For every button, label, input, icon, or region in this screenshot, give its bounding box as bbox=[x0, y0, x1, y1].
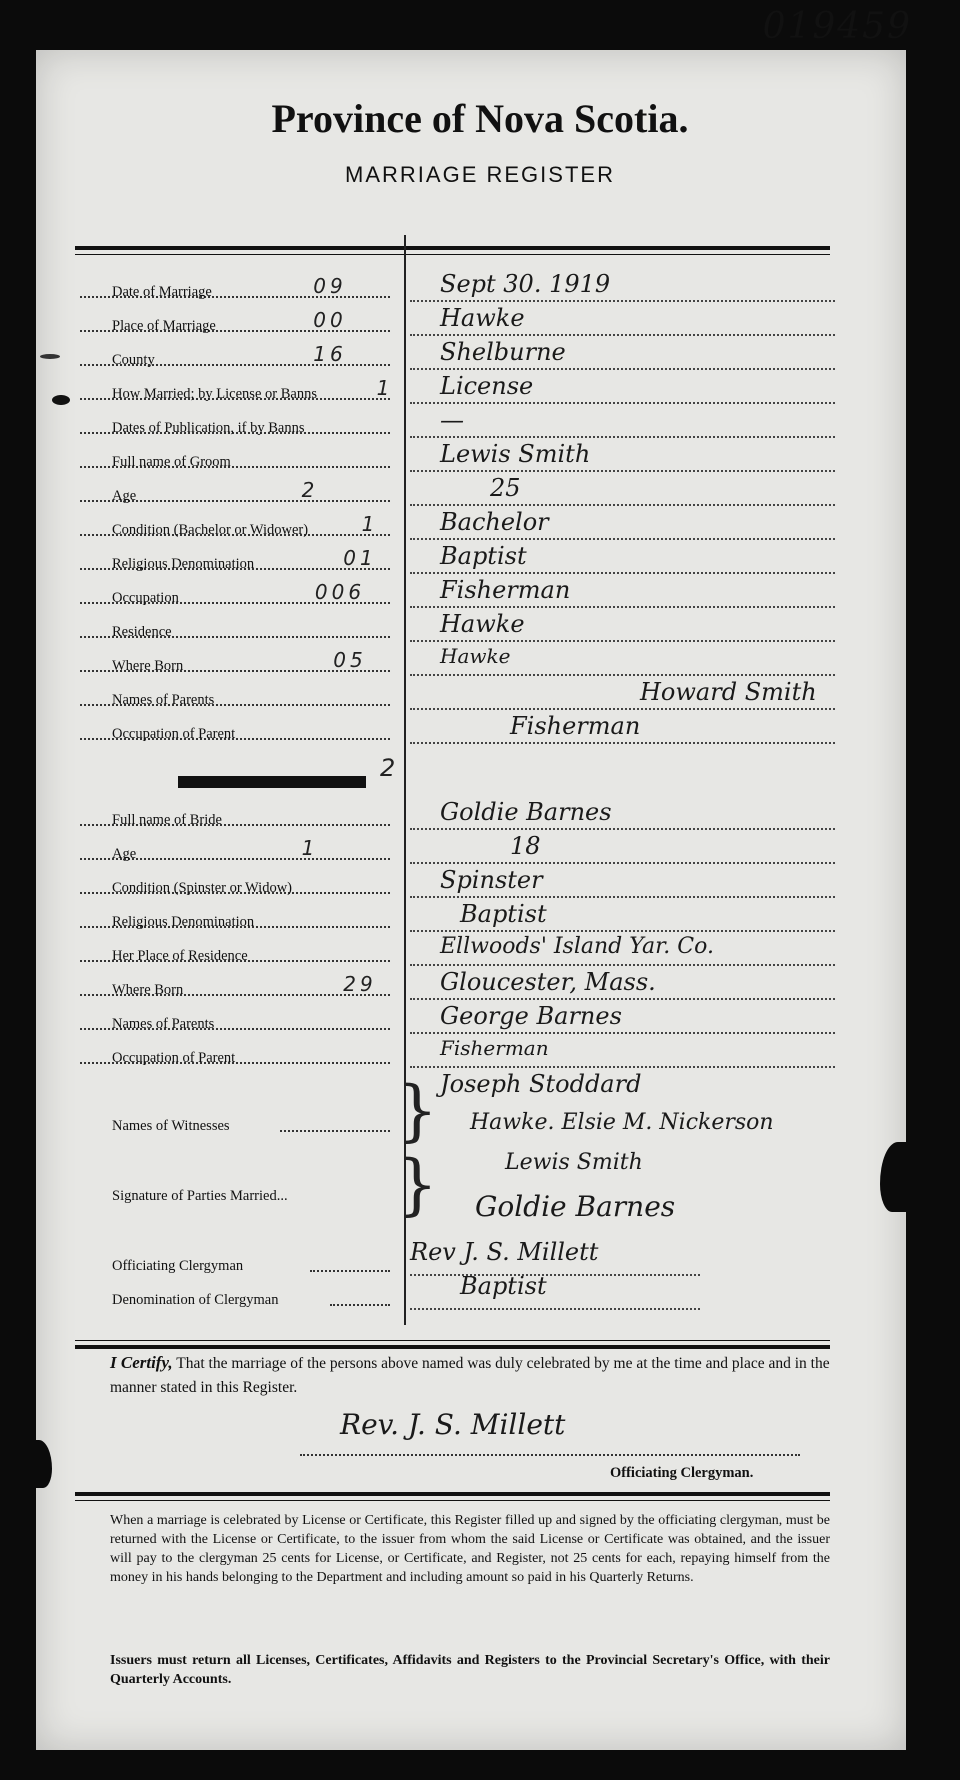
field-label: Names of Parents bbox=[112, 1016, 215, 1032]
field-row bbox=[80, 712, 840, 750]
field-label: Full name of Bride bbox=[112, 812, 222, 828]
document-title: Province of Nova Scotia. bbox=[271, 96, 689, 141]
field-label: Names of Parents bbox=[112, 692, 215, 708]
field-code: 1 bbox=[301, 836, 319, 860]
field-label: Occupation of Parent bbox=[112, 726, 236, 742]
signatures-label: Signature of Parties Married... bbox=[112, 1188, 288, 1204]
field-value: Fisherman bbox=[510, 712, 641, 740]
header-rule-thick bbox=[75, 246, 830, 250]
certify-statement bbox=[110, 1350, 830, 1399]
field-value: Baptist bbox=[460, 900, 547, 928]
bride-heading-redaction bbox=[178, 776, 366, 788]
field-value: George Barnes bbox=[440, 1002, 622, 1030]
field-label: Date of Marriage bbox=[112, 284, 212, 300]
field-value: Howard Smith bbox=[640, 678, 817, 706]
field-label: Age bbox=[112, 488, 137, 504]
certify-rule-thick bbox=[75, 1345, 830, 1349]
signature-line-2: Goldie Barnes bbox=[475, 1190, 676, 1223]
field-value: Fisherman bbox=[440, 1036, 549, 1060]
field-value: Baptist bbox=[440, 542, 527, 570]
notes-rule-thin bbox=[75, 1500, 830, 1501]
field-value: Sept 30. 1919 bbox=[440, 270, 611, 298]
field-value: Shelburne bbox=[440, 338, 566, 366]
field-code: 2 bbox=[301, 478, 319, 502]
field-code: 1 bbox=[361, 512, 379, 536]
document-number: 019459 bbox=[762, 6, 912, 47]
signatures-row bbox=[80, 1180, 840, 1212]
certify-caption: Officiating Clergyman. bbox=[610, 1465, 754, 1481]
ink-smudge bbox=[40, 354, 60, 359]
field-code: 16 bbox=[313, 342, 347, 366]
field-code: 29 bbox=[343, 972, 377, 996]
field-code: 1 bbox=[376, 376, 394, 400]
field-value: Bachelor bbox=[440, 508, 549, 536]
header-rule-thin bbox=[75, 254, 830, 255]
field-value: Spinster bbox=[440, 866, 543, 894]
field-row bbox=[80, 798, 840, 836]
field-label: Age bbox=[112, 846, 137, 862]
signature-line-1: Lewis Smith bbox=[505, 1150, 643, 1175]
clergy-denomination-label: Denomination of Clergyman bbox=[112, 1292, 279, 1308]
signatures-brace: } bbox=[396, 1146, 438, 1223]
field-label: Where Born bbox=[112, 658, 184, 674]
field-row bbox=[80, 440, 840, 478]
field-label: Religious Denomination bbox=[112, 556, 255, 572]
field-label: Place of Marriage bbox=[112, 318, 216, 334]
bride-section-code: 2 bbox=[380, 754, 396, 782]
clergy-value: Rev J. S. Millett bbox=[410, 1238, 599, 1266]
field-value: Hawke bbox=[440, 610, 525, 638]
clergy-label: Officiating Clergyman bbox=[112, 1258, 244, 1274]
field-value: Fisherman bbox=[440, 576, 571, 604]
field-value: License bbox=[440, 372, 534, 400]
certify-lead: I Certify, bbox=[110, 1353, 173, 1372]
field-value: Lewis Smith bbox=[440, 440, 591, 468]
field-value: Hawke bbox=[440, 304, 525, 332]
field-label: Occupation bbox=[112, 590, 179, 606]
witnesses-brace: } bbox=[396, 1072, 438, 1149]
field-label: How Married; by License or Banns bbox=[112, 386, 317, 402]
field-code: 05 bbox=[333, 648, 367, 672]
certify-text: That the marriage of the persons above named was duly celebrated by me at the time and place and in the manner stated in this Register. bbox=[110, 1355, 830, 1396]
field-label: Occupation of Parent bbox=[112, 1050, 236, 1066]
field-label: County bbox=[112, 352, 155, 368]
witness-line-1: Joseph Stoddard bbox=[440, 1070, 642, 1098]
field-label: Condition (Spinster or Widow) bbox=[112, 880, 292, 896]
field-value: 18 bbox=[510, 832, 541, 860]
document-subtitle: MARRIAGE REGISTER bbox=[345, 162, 615, 187]
field-value: Goldie Barnes bbox=[440, 798, 612, 826]
notes-rule-thick bbox=[75, 1492, 830, 1496]
field-label: Condition (Bachelor or Widower) bbox=[112, 522, 309, 538]
field-label: Religious Denomination bbox=[112, 914, 255, 930]
field-code: 09 bbox=[313, 274, 347, 298]
certify-rule-thin bbox=[75, 1340, 830, 1341]
field-row bbox=[80, 678, 840, 716]
clergy-denomination-row bbox=[80, 1272, 840, 1316]
field-label: Her Place of Residence bbox=[112, 948, 248, 964]
field-code: 01 bbox=[343, 546, 377, 570]
clergy-denomination-value: Baptist bbox=[460, 1272, 547, 1300]
field-label: Where Born bbox=[112, 982, 184, 998]
field-value: Ellwoods' Island Yar. Co. bbox=[440, 934, 714, 959]
field-value: Gloucester, Mass. bbox=[440, 968, 656, 996]
field-value: — bbox=[440, 406, 464, 434]
field-code: 006 bbox=[314, 580, 366, 604]
witnesses-label: Names of Witnesses bbox=[112, 1118, 230, 1134]
witness-line-2: Hawke. Elsie M. Nickerson bbox=[470, 1110, 774, 1135]
ink-blot bbox=[52, 395, 70, 405]
certify-signature: Rev. J. S. Millett bbox=[340, 1408, 566, 1441]
field-value: 25 bbox=[490, 474, 521, 502]
field-label: Residence bbox=[112, 624, 172, 640]
issuers-paragraph: Issuers must return all Licenses, Certificates, Affidavits and Registers to the Provincial Secretary's Office, with their Quarterly Accounts. bbox=[110, 1653, 830, 1687]
instructions-paragraph: When a marriage is celebrated by License or Certificate, this Register filled up and signed by the officiating clergyman, must be returned with the License or Certificate, to the issuer from whom the said License or Certificate was obtained, and the issuer will pay to the clergyman 25 cents for License, or Certificate, and Register, not 25 cents for each, repaying himself from the money in his hands belonging to the Department and including amount so paid in his Quarterly Returns. bbox=[110, 1513, 830, 1585]
field-code: 00 bbox=[313, 308, 347, 332]
field-value: Hawke bbox=[440, 644, 511, 668]
field-label: Dates of Publication, if by Banns bbox=[112, 420, 305, 436]
field-label: Full name of Groom bbox=[112, 454, 231, 470]
